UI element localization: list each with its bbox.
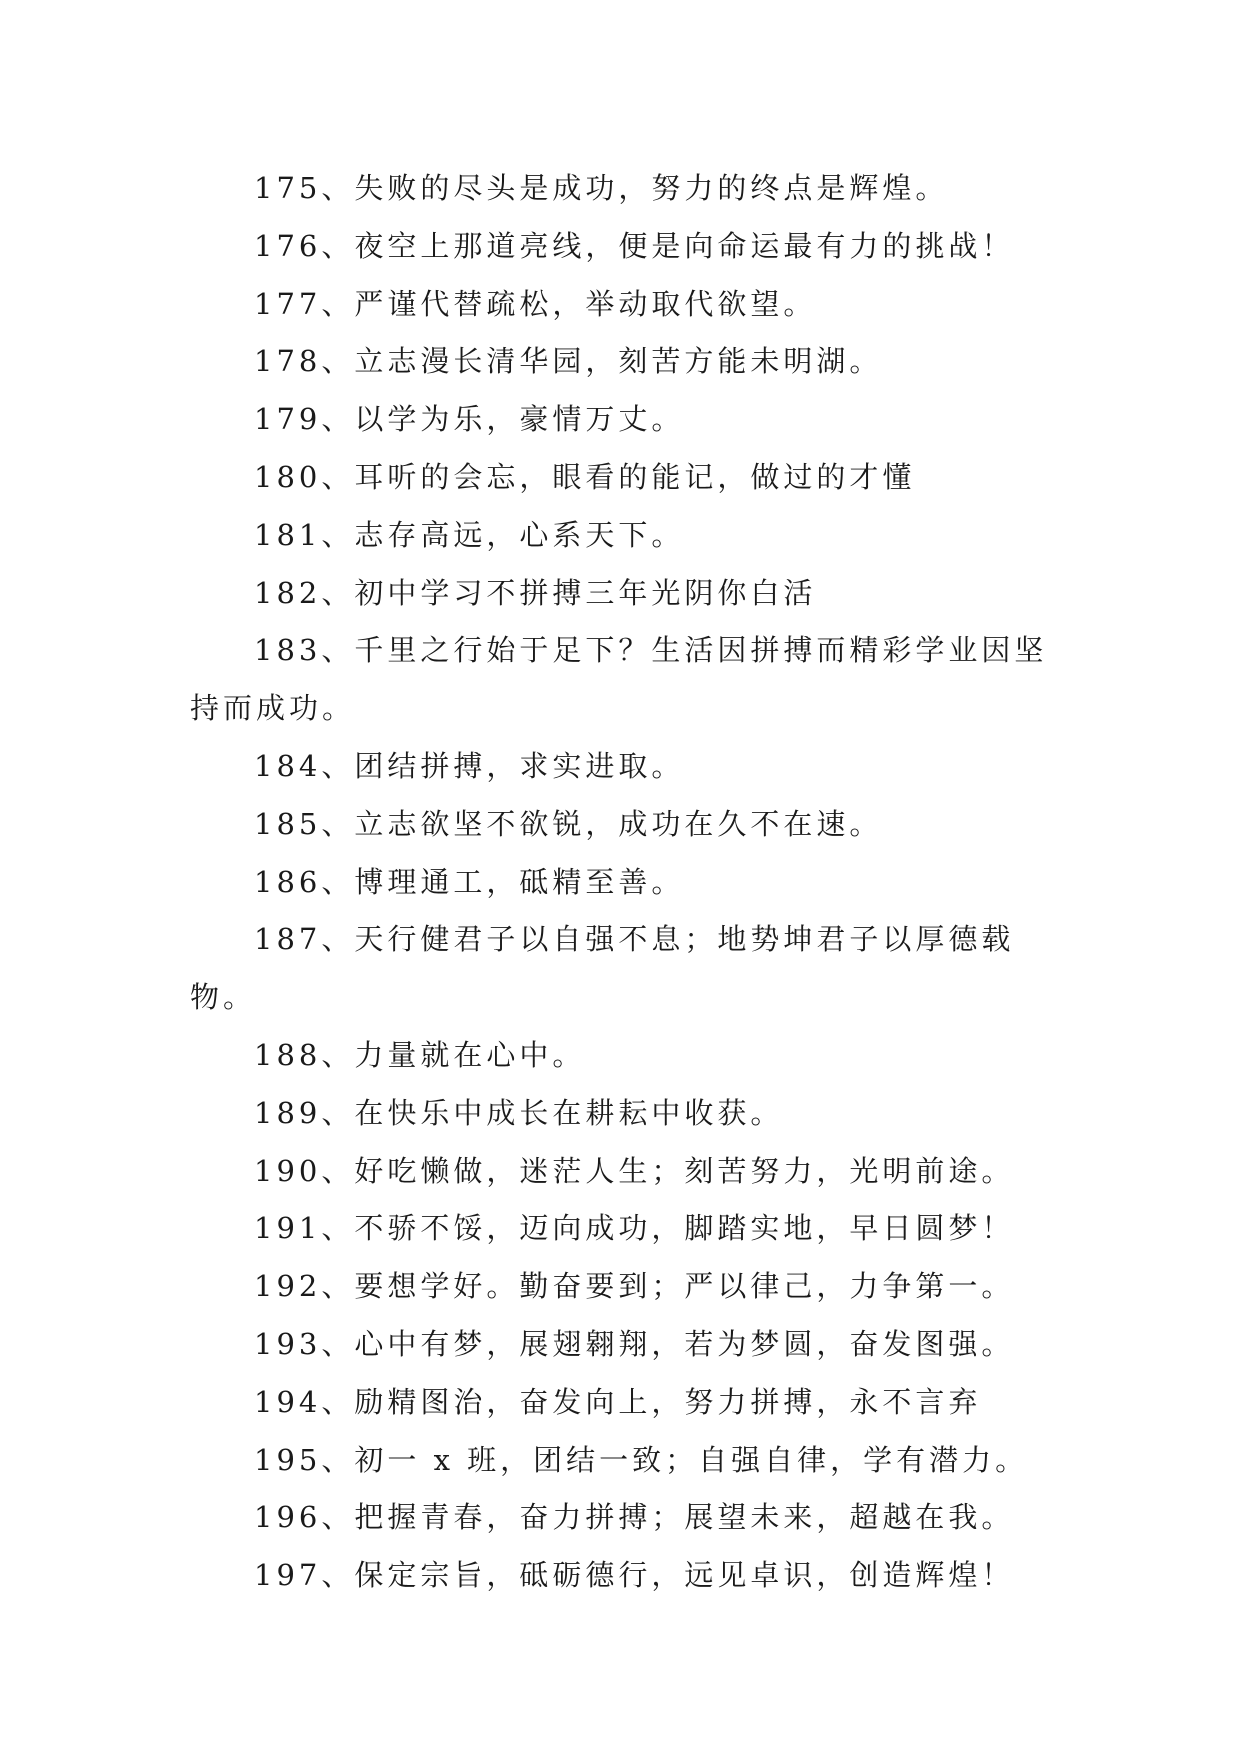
list-item: 194、励精图治，奋发向上，努力拼搏，永不言弃 — [254, 1384, 982, 1419]
list-item: 182、初中学习不拼搏三年光阴你白活 — [254, 575, 817, 610]
list-item: 190、好吃懒做，迷茫人生；刻苦努力，光明前途。 — [254, 1153, 1015, 1188]
list-item: 196、把握青春，奋力拼搏；展望未来，超越在我。 — [254, 1500, 1015, 1535]
list-item: 181、志存高远，心系天下。 — [254, 517, 685, 552]
list-item: 191、不骄不馁，迈向成功，脚踏实地，早日圆梦！ — [254, 1211, 1015, 1246]
list-item: 192、要想学好。勤奋要到；严以律己，力争第一。 — [254, 1269, 1015, 1304]
list-item: 179、以学为乐，豪情万丈。 — [254, 402, 685, 437]
list-item: 184、团结拼搏，求实进取。 — [254, 748, 685, 783]
list-item: 178、立志漫长清华园，刻苦方能未明湖。 — [254, 344, 883, 379]
list-item: 176、夜空上那道亮线，便是向命运最有力的挑战！ — [254, 228, 1015, 263]
list-item: 195、初一 x 班，团结一致；自强自律，学有潜力。 — [254, 1442, 1029, 1477]
list-item: 180、耳听的会忘，眼看的能记，做过的才懂 — [254, 459, 916, 494]
list-item: 183、千里之行始于足下？生活因拼搏而精彩学业因坚持而成功。 — [190, 633, 1048, 726]
list-item: 193、心中有梦，展翅翱翔，若为梦圆，奋发图强。 — [254, 1326, 1015, 1361]
list-item: 189、在快乐中成长在耕耘中收获。 — [254, 1095, 784, 1130]
list-item: 177、严谨代替疏松，举动取代欲望。 — [254, 286, 817, 321]
list-item: 175、失败的尽头是成功，努力的终点是辉煌。 — [254, 171, 949, 205]
list-item: 186、博理通工，砥精至善。 — [254, 864, 685, 899]
list-item: 188、力量就在心中。 — [254, 1037, 586, 1072]
list-item: 197、保定宗旨，砥砺德行，远见卓识，创造辉煌！ — [254, 1558, 1015, 1593]
list-item: 187、天行健君子以自强不息；地势坤君子以厚德载物。 — [190, 922, 1015, 1015]
document-body — [190, 160, 1070, 1605]
list-item: 185、立志欲坚不欲锐，成功在久不在速。 — [254, 806, 883, 841]
